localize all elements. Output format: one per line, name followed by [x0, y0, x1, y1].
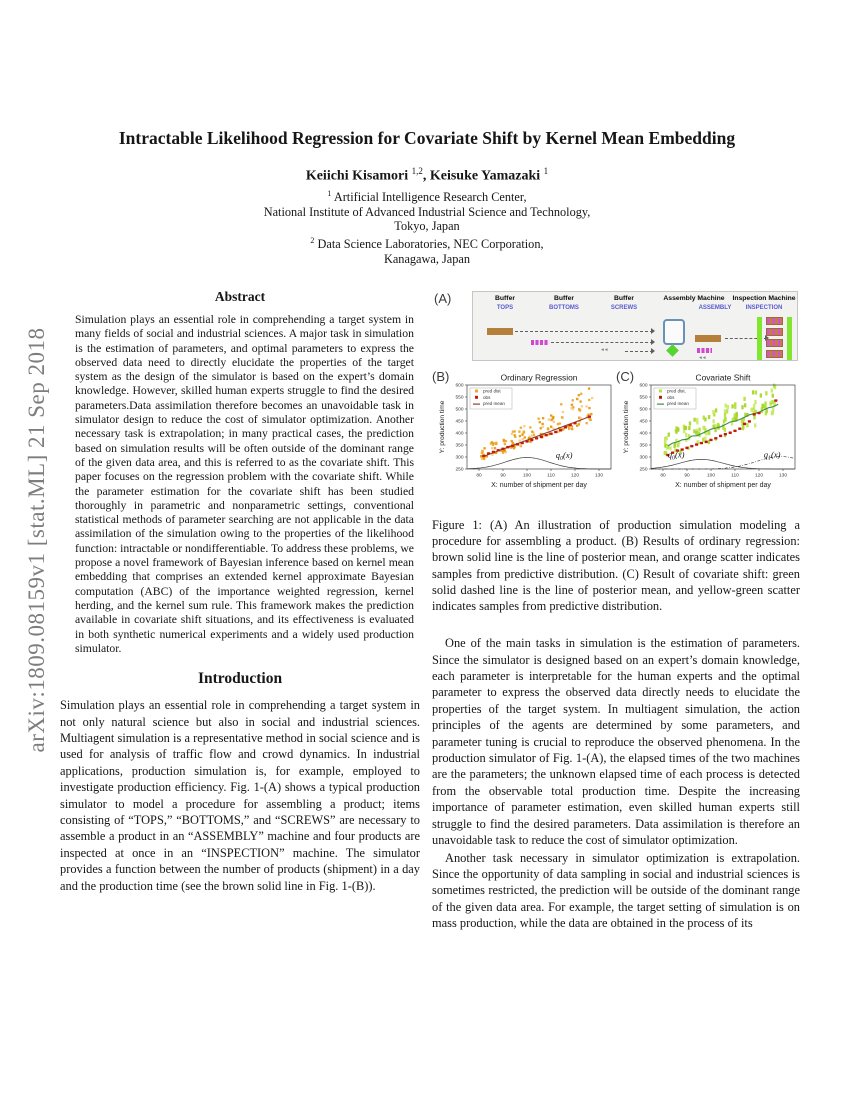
figure-panels-bc [432, 367, 800, 507]
svg-text:Y: production time: Y: production time [623, 400, 630, 454]
figure-caption: Figure 1: (A) An illustration of production simulation modeling a procedure for assembling a product. (B) Results of ordinary regression: brown solid line is the line of posterior mean, and orange scatter indicates samples from predictive distribution. (C) Result of covariate shift: green solid dashed line is the line of posterior mean, and yellow-green scatter indicates samples from predictive distribution. [432, 518, 800, 614]
affiliation-line: Tokyo, Japan [394, 219, 460, 234]
affiliation-line: $^2$ Data Science Laboratories, NEC Corporation, [310, 235, 544, 251]
svg-text:Ordinary Regression: Ordinary Regression [500, 372, 578, 383]
svg-text:obs: obs [483, 394, 491, 400]
flow-arrow-icon [515, 331, 653, 332]
svg-text:550: 550 [639, 395, 648, 401]
svg-text:130: 130 [778, 473, 788, 479]
tops-item-icon [695, 335, 721, 342]
figure-panel-c [616, 367, 800, 507]
scatter-plot-covariate-shift [621, 371, 799, 505]
svg-text:250: 250 [455, 467, 464, 473]
svg-text:X: number of shipment per day: X: number of shipment per day [675, 482, 771, 489]
svg-text:110: 110 [731, 473, 739, 479]
left-column [60, 289, 420, 894]
assembled-product-icon [666, 344, 679, 357]
production-line-diagram [472, 291, 798, 361]
screws-item-icon: ◂◂ [601, 347, 609, 353]
tops-item-icon [487, 328, 513, 335]
abstract-text: Simulation plays an essential role in comprehending a target system in many fields of social and industrial sciences. A major task in simulation is the estimation of parameters, and optimal parameters to express the observed data need to directly elucidate the properties of the target system as the design of the simulator is based on the expert’s domain knowledge. However, skilled human experts struggle to find the desired parameters.Data assimilation therefore becomes an unavoidable task in simulator design to reduce the cost of simulator optimization. Another necessary task is extrapolation; in many practical cases, the prediction based on simulation results will be often outside of the dominant range of the given data area, and this is referred to as the covariate shift. This paper focuses on the regression problem with the covariate shift. While the parameter estimation for the covariate shift has been studied thoroughly in parametric and nonparametric settings, conventional statistical methods of parameter searching are not applicable in the data assimilation of the simulation owing to the properties of the likelihood function: intractable or nondifferentiable. To address these problems, we propose a novel framework of Bayesian inference based on kernel mean embedding that comprises an extended kernel approximate Bayesian computation (ABC) of the importance weighted regression, kernel herding, and the kernel sum rule. This framework makes the prediction available in covariate shift situations, and its effectiveness is evaluated in both synthetic numerical experiments and a widely used production simulator. [75, 313, 414, 655]
svg-text:pred dist: pred dist [483, 388, 501, 394]
svg-text:X: number of shipment per day: X: number of shipment per day [491, 482, 587, 489]
svg-text:100: 100 [706, 473, 716, 479]
body-paragraph-1: One of the main tasks in simulation is the estimation of parameters. Since the simulator is designed based on an expert’s domain knowledge, each parameter is interpretable for the human experts and the optimal parameter to express the observed data directly needs to elucidate the properties of the target system. In multiagent simulation, the action principles of the agents are determined by some parameters, and parameter tuning is crucial to reproduce the observed phenomena. In the production simulator of Fig. 1-(A), the elapsed times of the two machines are the parameters; the unknown elapsed time of each process is detected from the observable total production time. Despite the increasing importance of parameter estimation, even skilled human experts still struggle to find the desired parameters. Data assimilation is therefore an unavoidable task to reduce the cost of simulator optimization. [432, 636, 800, 848]
body-paragraph-2: Another task necessary in simulator optimization is extrapolation. Since the opportunity of data sampling in social and industrial sciences is sometimes restricted, the prediction will be outside of the dominant range of the given data area. For example, the target setting of simulation is on mass production, while the data are obtained in the process of its [432, 850, 800, 931]
station-inspection-machine: Inspection Machine INSPECTION [732, 295, 796, 311]
inspection-bar-icon [757, 317, 762, 360]
figure-1 [432, 289, 800, 614]
svg-text:350: 350 [455, 443, 464, 449]
svg-text:80: 80 [476, 473, 482, 479]
affiliation-line: $^1$ Artificial Intelligence Research Center, [327, 189, 527, 205]
inspected-product-icon [766, 339, 783, 347]
inspected-product-icon [766, 317, 783, 325]
svg-text:550: 550 [455, 395, 464, 401]
station-buffer-screws: Buffer SCREWS [610, 295, 638, 311]
svg-text:Covariate Shift: Covariate Shift [695, 372, 751, 383]
inspected-product-icon [766, 328, 783, 336]
figure-panel-b [432, 367, 616, 507]
svg-text:120: 120 [570, 473, 580, 479]
svg-text:600: 600 [455, 383, 464, 389]
arxiv-watermark: arXiv:1809.08159v1 [stat.ML] 21 Sep 2018 [24, 327, 49, 753]
assembly-machine-icon [663, 319, 685, 345]
scatter-plot-ordinary-regression [437, 371, 615, 505]
station-buffer-tops: Buffer TOPS [494, 295, 515, 311]
svg-text:90: 90 [684, 473, 690, 479]
authors-line: Keiichi Kisamori $^{1,2}$, Keisuke Yamazaki $^1$ [305, 166, 549, 184]
svg-text:Y: production time: Y: production time [439, 400, 446, 454]
station-assembly-machine: Assembly Machine ASSEMBLY [663, 295, 732, 311]
introduction-paragraph: Simulation plays an essential role in comprehending a target system in not only natural science but also in social and industrial sciences. Multiagent simulation is a representative method in social science and is used for analysis of traffic flow and crowd dynamics. In industrial applications, production simulation is, for example, employed to investigate production efficiency. Fig. 1-(A) shows a typical production simulator to model a procedure for assembling a product; items consisting of “TOPS,” “BOTTOMS,” and “SCREWS” are necessary to assemble a product in an “ASSEMBLY” machine and four products are inspected at once in an “INSPECTION” machine. The simulator provides a function between the number of products (shipment) in a day and the production time (see the brown solid line in Fig. 1-(B)). [60, 698, 420, 893]
svg-text:q0(x): $q_0(x)$ [667, 449, 685, 462]
svg-text:100: 100 [522, 473, 532, 479]
bottoms-item-icon [697, 348, 712, 353]
svg-text:pred mean: pred mean [667, 401, 689, 407]
svg-text:450: 450 [639, 419, 648, 425]
affiliation-line: National Institute of Advanced Industrial Science and Technology, [263, 204, 591, 219]
svg-text:400: 400 [639, 431, 648, 437]
svg-text:500: 500 [639, 407, 648, 413]
affiliation-line: Kanagawa, Japan [383, 251, 471, 266]
svg-text:110: 110 [547, 473, 555, 479]
station-buffer-bottoms: Buffer BOTTOMS [549, 295, 579, 311]
panel-a-label: (A) [434, 291, 452, 306]
svg-text:400: 400 [455, 431, 464, 437]
svg-text:500: 500 [455, 407, 464, 413]
screws-item-icon: ◂◂ [699, 355, 707, 361]
abstract-heading: Abstract [214, 289, 266, 304]
bottoms-item-icon [531, 340, 549, 345]
svg-text:350: 350 [639, 443, 648, 449]
svg-text:q1(x): $q_1(x)$ [763, 449, 781, 462]
svg-text:pred dist.: pred dist. [667, 388, 686, 394]
inspection-bar-icon [787, 317, 792, 360]
figure-panel-a [432, 289, 800, 365]
right-column [432, 289, 800, 932]
svg-text:300: 300 [455, 455, 464, 461]
svg-text:130: 130 [594, 473, 604, 479]
svg-text:90: 90 [500, 473, 506, 479]
svg-text:250: 250 [639, 467, 648, 473]
svg-text:450: 450 [455, 419, 464, 425]
panel-b-label: (B) [432, 369, 450, 384]
svg-text:80: 80 [660, 473, 666, 479]
svg-text:q0(x): $q_0(x)$ [555, 450, 573, 462]
inspected-product-icon [766, 350, 783, 358]
svg-text:120: 120 [754, 473, 764, 479]
affiliations [55, 187, 799, 266]
paper-title: Intractable Likelihood Regression for Covariate Shift by Kernel Mean Embedding [118, 128, 736, 148]
introduction-heading: Introduction [197, 670, 283, 688]
flow-arrow-icon [551, 342, 653, 343]
svg-text:pred mean: pred mean [483, 401, 505, 407]
svg-text:600: 600 [639, 383, 648, 389]
svg-text:300: 300 [639, 455, 648, 461]
panel-c-label: (C) [616, 369, 635, 384]
svg-text:obs: obs [667, 394, 675, 400]
flow-arrow-icon [625, 351, 653, 352]
